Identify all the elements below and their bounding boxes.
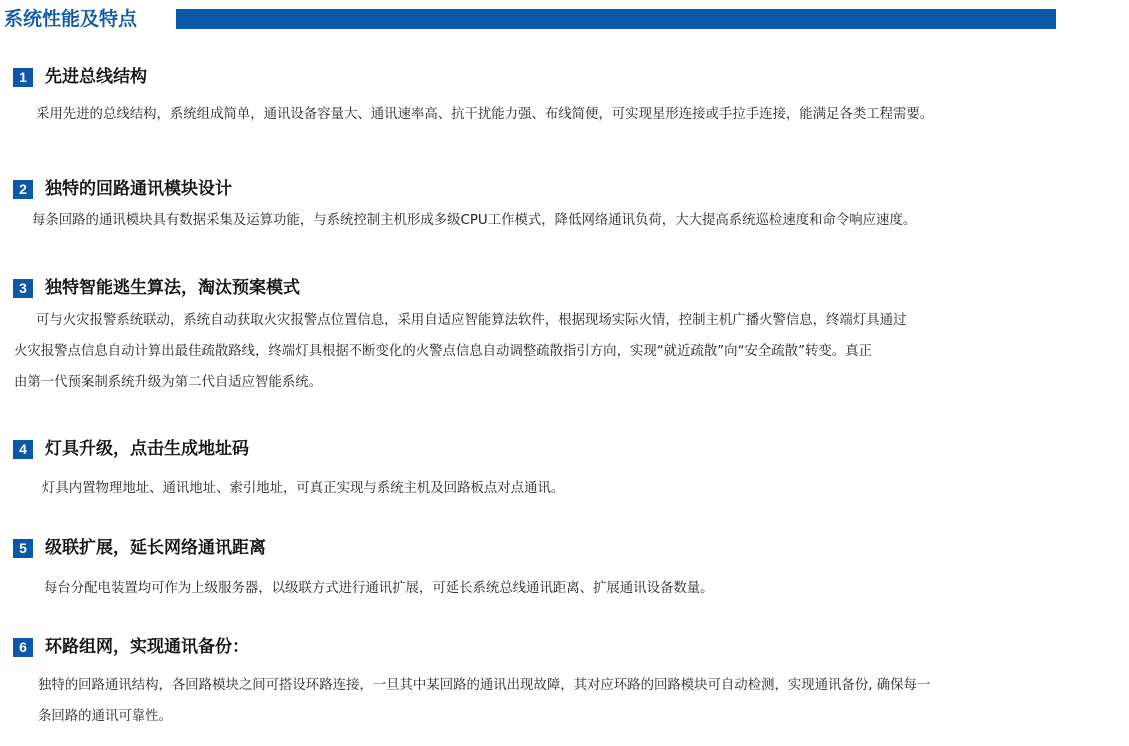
feature-title: 独特智能逃生算法，淘汰预案模式 — [45, 278, 300, 298]
description-line: 火灾报警点信息自动计算出最佳疏散路线，终端灯具根据不断变化的火警点信息自动调整疏散指引方向，实现“就近疏散”向“安全疏散”转变。真正 — [14, 344, 872, 359]
number-badge: 6 — [13, 638, 33, 657]
feature-title: 级联扩展，延长网络通讯距离 — [45, 538, 266, 558]
description-line: 条回路的通讯可靠性。 — [38, 709, 172, 724]
feature-title: 先进总线结构 — [45, 67, 147, 87]
feature-title: 灯具升级，点击生成地址码 — [45, 439, 249, 459]
description-line: 采用先进的总线结构，系统组成简单，通讯设备容量大、通讯速率高、抗干扰能力强、布线简便，可实现星形连接或手拉手连接，能满足各类工程需要。 — [36, 107, 934, 122]
header-bar — [176, 9, 1056, 29]
number-badge: 5 — [13, 539, 33, 558]
feature-title: 独特的回路通讯模块设计 — [45, 179, 232, 199]
number-badge: 2 — [13, 180, 33, 199]
description-line: 灯具内置物理地址、通讯地址、索引地址，可真正实现与系统主机及回路板点对点通讯。 — [42, 481, 565, 496]
number-badge: 3 — [13, 279, 33, 298]
page-title: 系统性能及特点 — [4, 8, 138, 30]
description-line: 每台分配电装置均可作为上级服务器，以级联方式进行通讯扩展，可延长系统总线通讯距离、扩展通讯设备数量。 — [44, 581, 714, 596]
description-line: 由第一代预案制系统升级为第二代自适应智能系统。 — [14, 375, 322, 390]
description-line: 每条回路的通讯模块具有数据采集及运算功能，与系统控制主机形成多级CPU工作模式，降低网络通讯负荷，大大提高系统巡检速度和命令响应速度。 — [32, 213, 917, 228]
feature-description — [32, 205, 916, 236]
feature-description — [44, 573, 714, 604]
section-header — [0, 6, 1129, 32]
feature-title: 环路组网，实现通讯备份： — [45, 637, 249, 657]
number-badge: 1 — [13, 68, 33, 87]
number-badge: 4 — [13, 440, 33, 459]
feature-description — [38, 670, 930, 732]
description-line: 可与火灾报警系统联动，系统自动获取火灾报警点位置信息，采用自适应智能算法软件，根据现场实际火情，控制主机广播火警信息，终端灯具通过 — [36, 313, 907, 328]
description-line: 独特的回路通讯结构，各回路模块之间可搭设环路连接，一旦其中某回路的通讯出现故障，其对应环路的回路模块可自动检测，实现通讯备份, 确保每一 — [38, 678, 931, 693]
feature-description — [36, 99, 933, 130]
feature-description — [42, 473, 564, 504]
feature-description — [14, 305, 906, 398]
